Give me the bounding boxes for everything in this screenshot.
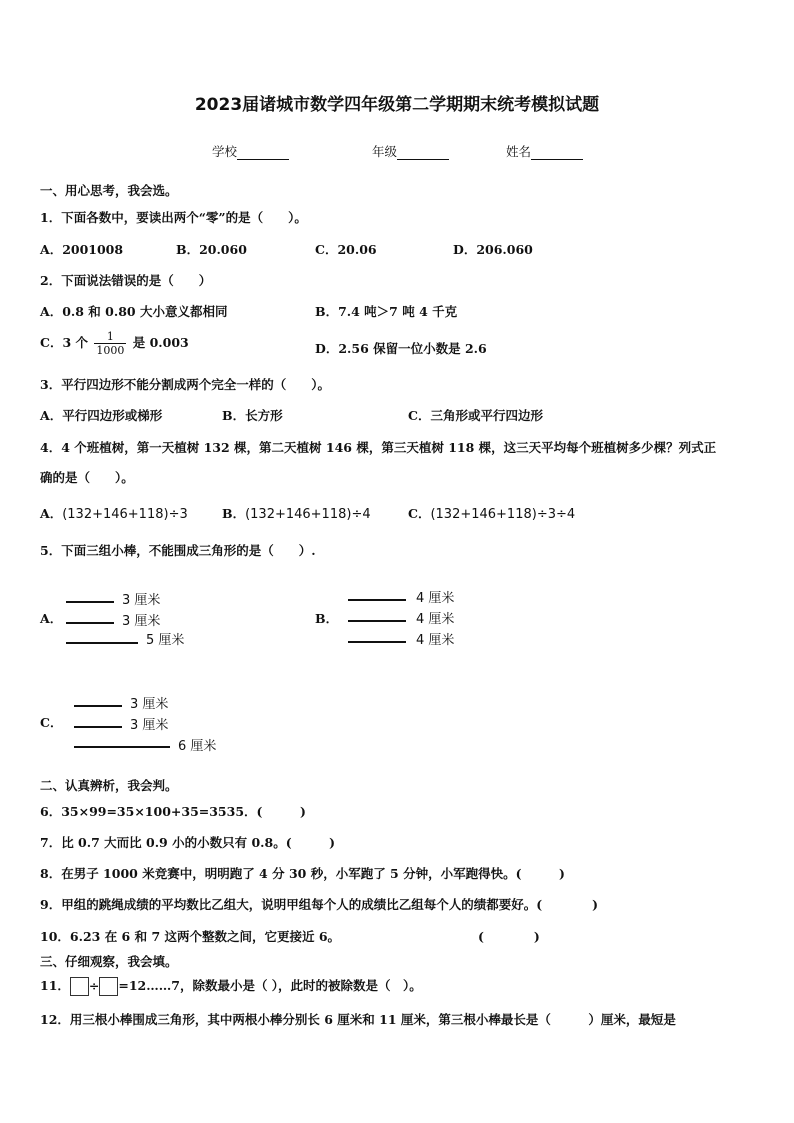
dividend-box [70,977,89,996]
q5-option-b-label: B． [315,611,339,626]
school-field [212,142,289,160]
stick-c2 [74,726,122,728]
stick-b3-length: 4 厘米 [416,633,455,648]
stick-b1-length: 4 厘米 [416,591,455,606]
page-title: 2023届诸城市数学四年级第二学期期末统考模拟试题 [194,95,600,115]
stick-c3 [74,746,170,748]
q1-option-d: D．206.060 [453,242,533,257]
q12: 12．用三根小棒围成三角形，其中两根小棒分别长 6 厘米和 11 厘米，第三根小棒最长是（ ）厘米，最短是 [40,1012,676,1027]
stick-b1 [348,599,406,601]
section2-title: 二、认真辨析，我会判。 [40,778,178,793]
stick-a1 [66,601,114,603]
q4-option-b: B．(132+146+118)÷4 [222,506,371,522]
stick-a2 [66,622,114,624]
section3-title: 三、仔细观察，我会填。 [40,954,178,969]
q2-option-b: B．7.4 吨＞7 吨 4 千克 [315,304,458,319]
stick-c3-length: 6 厘米 [178,739,217,754]
q9: 9．甲组的跳绳成绩的平均数比乙组大，说明甲组每个人的成绩比乙组每个人的绩都要好。( ) [40,897,599,912]
q3-stem: 3．平行四边形不能分割成两个完全一样的（ ）。 [40,377,330,392]
q10: 10．6.23 在 6 和 7 这两个整数之间，它更接近 6。 [40,929,341,944]
q2-option-c: C．3 个 $\frac{1}{1000}$ 是 0.003 [40,330,189,357]
stick-a2-length: 3 厘米 [122,614,161,629]
q5-option-c-label: C． [40,715,63,730]
q5-stem: 5．下面三组小棒，不能围成三角形的是（ ）. [40,543,316,558]
q3-option-b: B．长方形 [222,408,283,423]
stick-a3-length: 5 厘米 [146,633,185,648]
stick-b3 [348,641,406,643]
q2-option-a: A．0.8 和 0.80 大小意义都相同 [40,304,228,319]
q1-stem: 1．下面各数中，要读出两个“零”的是（ ）。 [40,210,307,225]
q10-answer-blank: ( ) [478,929,540,944]
stick-b2 [348,620,406,622]
q7: 7．比 0.7 大而比 0.9 小的小数只有 0.8。( ) [40,835,336,850]
q1-option-c: C．20.06 [315,242,377,257]
divisor-box [99,977,118,996]
q4-option-c: C．(132+146+118)÷3÷4 [408,506,576,522]
q11: 11． ÷ =12……7，除数最小是（ ），此时的被除数是（ ）。 [40,976,422,996]
q3-option-a: A．平行四边形或梯形 [40,408,163,423]
fraction: $\frac{1}{1000}$ [96,330,125,357]
q8: 8．在男子 1000 米竞赛中，明明跑了 4 分 30 秒，小军跑了 5 分钟，小军跑得快。( ) [40,866,565,881]
q6: 6．35×99=35×100+35=3535．( ) [40,804,306,819]
grade-field [372,142,449,160]
q2-stem: 2．下面说法错误的是（ ） [40,273,212,288]
stick-c1 [74,705,122,707]
q4-option-a: A．(132+146+118)÷3 [40,506,188,522]
stick-c1-length: 3 厘米 [130,697,169,712]
q1-option-a: A．2001008 [40,242,124,257]
q4-stem-line1: 4．4 个班植树，第一天植树 132 棵，第二天植树 146 棵，第三天植树 118 棵，这三天平均每个班植树多少棵？列式正 [40,440,717,455]
section1-title: 一、用心思考，我会选。 [40,183,178,198]
q4-stem-line2: 确的是（ ）。 [40,470,134,485]
name-field [506,142,583,160]
name-label: 姓名 [506,144,532,159]
stick-a1-length: 3 厘米 [122,593,161,608]
q5-option-a-label: A． [40,611,63,626]
stick-c2-length: 3 厘米 [130,718,169,733]
stick-a3 [66,642,138,644]
stick-b2-length: 4 厘米 [416,612,455,627]
q3-option-c: C．三角形或平行四边形 [408,408,543,423]
grade-label: 年级 [372,144,398,159]
q1-option-b: B．20.060 [176,242,247,257]
q2-option-d: D．2.56 保留一位小数是 2.6 [315,341,487,356]
school-label: 学校 [212,144,238,159]
